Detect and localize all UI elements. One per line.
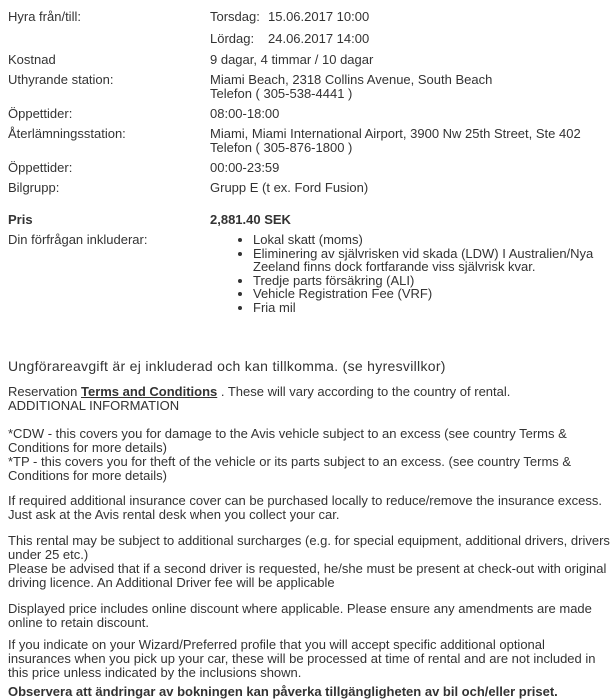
notices-section: [8, 357, 610, 699]
row-price: [8, 210, 610, 230]
return-datetime: 24.06.2017 14:00: [268, 31, 370, 46]
terms-and-conditions-link[interactable]: Terms and Conditions: [80, 384, 218, 399]
surcharges-notice: This rental may be subject to additional surcharges (e.g. for special equipment, additional drivers, drivers under 25 etc.): [8, 533, 610, 562]
row-pickup-hours: [8, 104, 610, 124]
value-pickup-station: [210, 73, 610, 101]
label-return-hours: Öppettider:: [8, 160, 73, 175]
label-cost: Kostnad: [8, 52, 56, 67]
return-station-address: Miami, Miami International Airport, 3900 Nw 25th Street, Ste 402: [210, 126, 581, 141]
wizard-profile-notice: If you indicate on your Wizard/Preferred profile that you will accept specific additional optional insurances when you pick up your car, these will be processed at time of rental and are not included in this price unless indicated by the inclusions shown.: [8, 637, 596, 680]
value-return-datetime: [210, 32, 610, 46]
inclusion-item: • Eliminering av självrisken vid skada (LDW) I Australien/Nya Zeeland finns dock fortfarande viss självrisk kvar.: [253, 247, 610, 274]
label-pickup-hours: Öppettider:: [8, 106, 73, 121]
young-driver-notice: Ungförareavgift är ej inkluderad och kan tillkomma. (se hyresvillkor): [8, 358, 446, 374]
value-pickup-hours: 08:00-18:00: [210, 106, 280, 121]
rental-details-table: [8, 6, 610, 317]
inclusion-item: • Fria mil: [253, 301, 610, 315]
reservation-suffix: . These will vary according to the country of rental.: [217, 384, 511, 399]
row-rental-period-pickup: [8, 6, 610, 28]
inclusion-item: • Vehicle Registration Fee (VRF): [253, 287, 610, 301]
row-rental-period-return: [8, 28, 610, 50]
second-driver-notice: Please be advised that if a second driver is requested, he/she must be present at check-out with original driving licence. An Additional Driver fee will be applicable: [8, 561, 607, 590]
reservation-terms-block: [8, 385, 610, 413]
tp-notice: *TP - this covers you for theft of the vehicle or its parts subject to an excess. (see country Terms & Conditions for more details): [8, 454, 572, 483]
pickup-day: Torsdag:: [210, 9, 260, 24]
return-day: Lördag:: [210, 31, 255, 46]
label-car-group: Bilgrupp:: [8, 180, 60, 195]
local-insurance-block: [8, 494, 610, 522]
return-station-phone: Telefon ( 305-876-1800 ): [210, 140, 353, 155]
inclusion-item: • Lokal skatt (moms): [253, 233, 610, 247]
discount-notice: Displayed price includes online discount where applicable. Please ensure any amendments are made online to retain discount.: [8, 601, 592, 630]
row-car-group: [8, 178, 610, 198]
pickup-datetime: 15.06.2017 10:00: [268, 9, 370, 24]
booking-changes-notice: Observera att ändringar av bokningen kan påverka tillgängligheten av bil och/eller priset.: [8, 684, 558, 699]
row-spacer: [8, 198, 610, 210]
value-price: 2,881.40 SEK: [210, 212, 291, 227]
booking-changes-block: [8, 685, 610, 699]
label-rental-period: Hyra från/till:: [8, 9, 81, 24]
row-cost: [8, 50, 610, 70]
value-return-station: [210, 127, 610, 155]
excess-cover-block: [8, 427, 610, 483]
inclusions-list: [210, 233, 610, 314]
value-inclusions: [210, 233, 610, 314]
label-price: Pris: [8, 212, 33, 227]
row-return-station: [8, 124, 610, 158]
pickup-station-phone: Telefon ( 305-538-4441 ): [210, 86, 353, 101]
discount-block: [8, 602, 610, 630]
reservation-terms-line: [8, 385, 610, 399]
cdw-notice: *CDW - this covers you for damage to the Avis vehicle subject to an excess (see country Terms & Conditions for more details): [8, 426, 567, 455]
reservation-prefix: Reservation: [8, 384, 81, 399]
pickup-station-address: Miami Beach, 2318 Collins Avenue, South Beach: [210, 72, 493, 87]
inclusion-item: • Tredje parts försäkring (ALI): [253, 274, 610, 288]
wizard-profile-block: [8, 638, 610, 680]
value-return-hours: 00:00-23:59: [210, 160, 280, 175]
label-empty: [8, 32, 210, 46]
value-pickup-datetime: [210, 10, 610, 24]
local-insurance-notice: If required additional insurance cover can be purchased locally to reduce/remove the insurance excess. Just ask at the Avis rental desk when you collect your car.: [8, 493, 603, 522]
additional-information-heading: ADDITIONAL INFORMATION: [8, 398, 180, 413]
label-pickup-station: Uthyrande station:: [8, 72, 114, 87]
label-inclusions: Din förfrågan inkluderar:: [8, 232, 148, 247]
label-return-station: Återlämningsstation:: [8, 126, 126, 141]
surcharges-block: [8, 534, 610, 590]
row-pickup-station: [8, 70, 610, 104]
value-car-group: Grupp E (t ex. Ford Fusion): [210, 180, 369, 195]
row-inclusions: [8, 230, 610, 317]
row-return-hours: [8, 158, 610, 178]
value-cost: 9 dagar, 4 timmar / 10 dagar: [210, 52, 374, 67]
